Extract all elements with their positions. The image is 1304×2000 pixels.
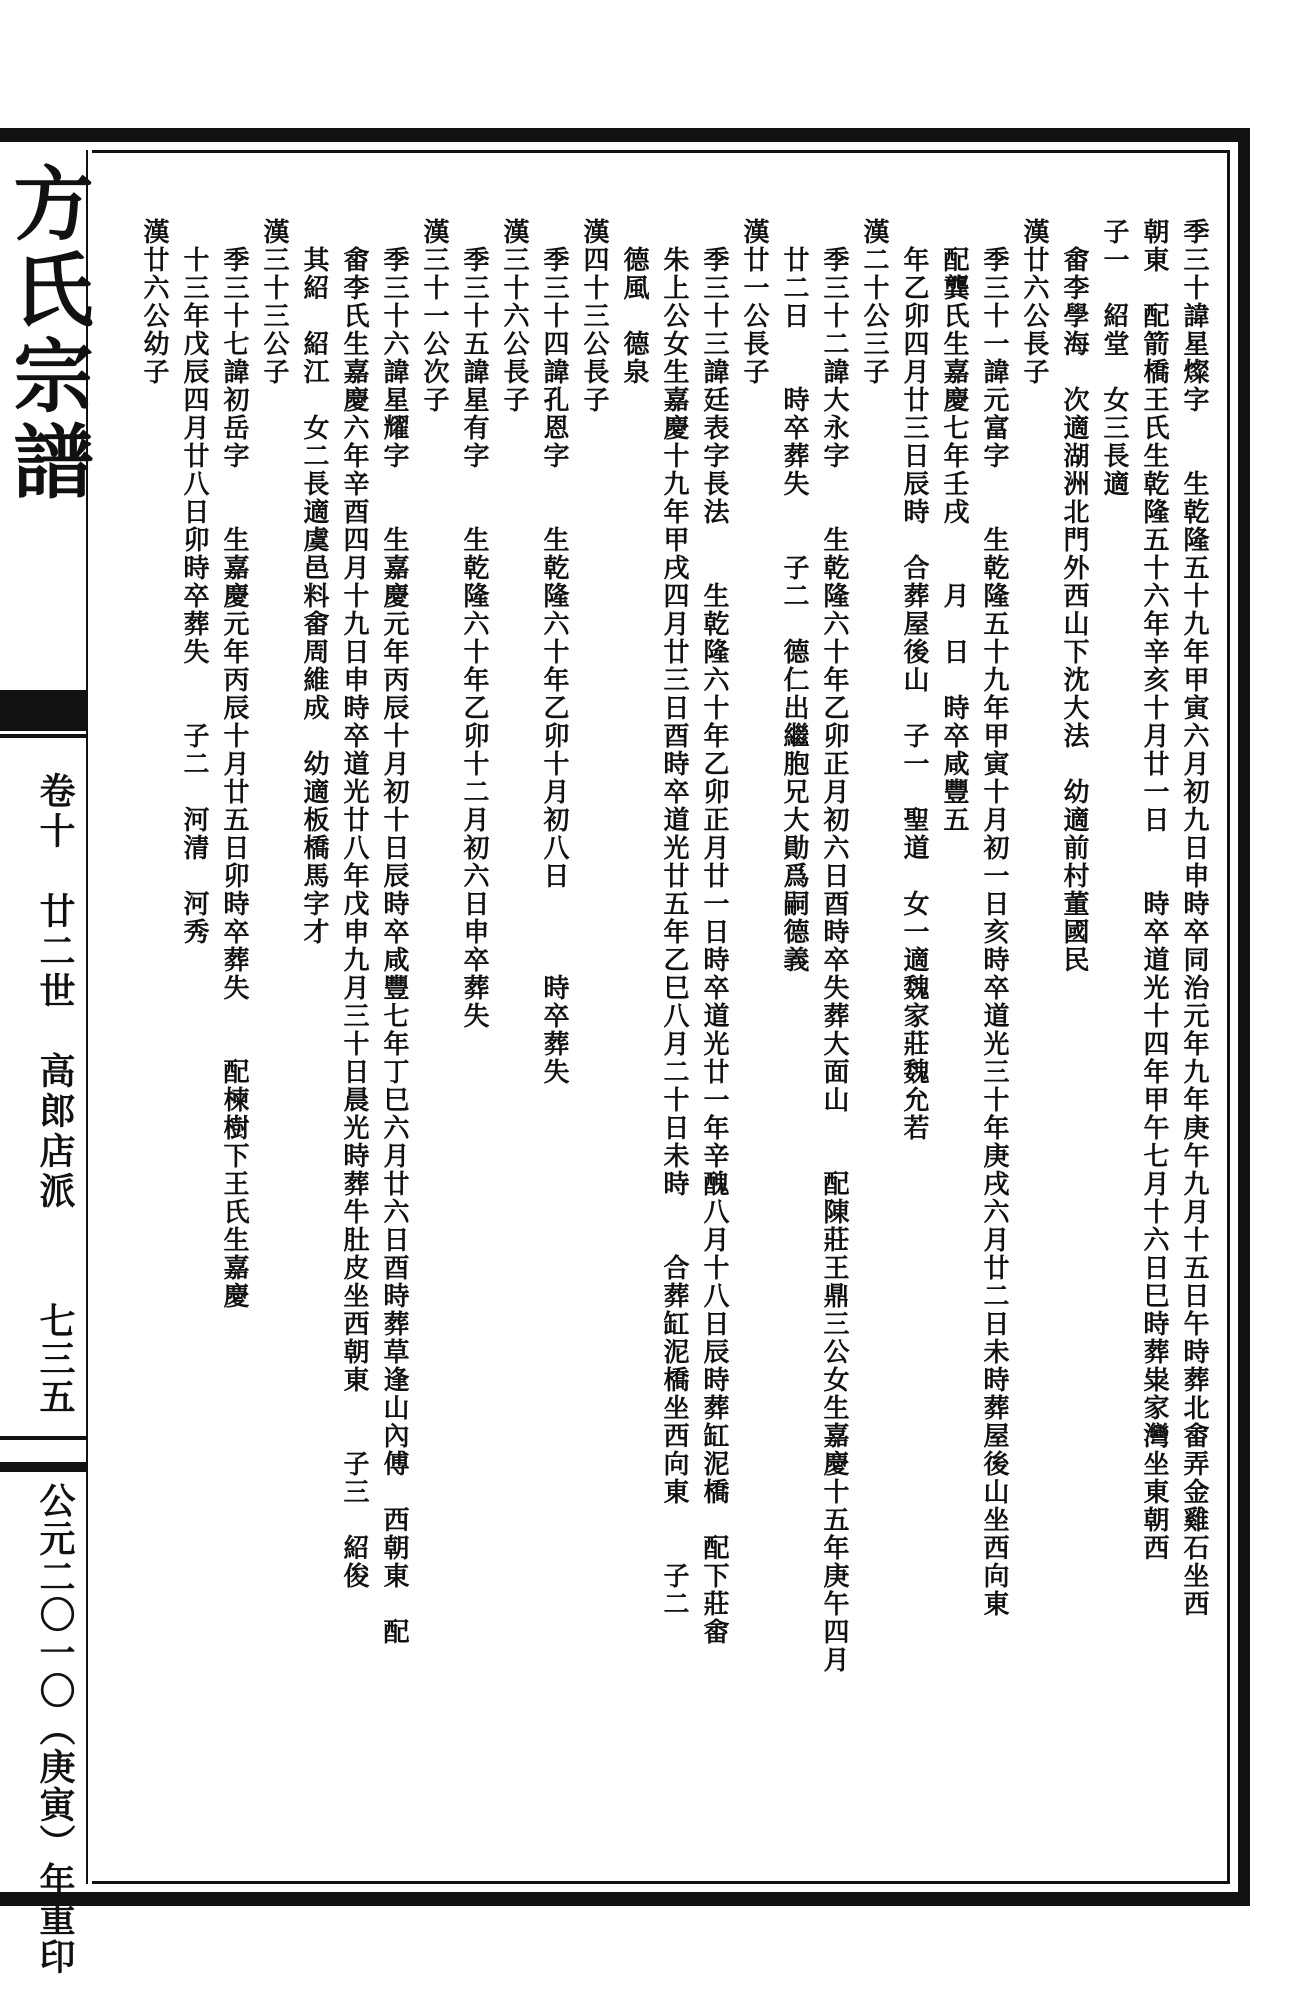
text-column: 畬李學海 次適湖洲北門外西山下沈大法 幼適前村董國民 <box>1059 218 1089 974</box>
title-band <box>0 690 86 731</box>
text-column: 漢廿一公長子 <box>739 218 769 386</box>
text-column: 季三十諱星燦字 生乾隆五十九年甲寅六月初九日申時卒同治元年九年庚午九月十五日午時葬北畬弄金雞石坐西 <box>1179 218 1209 1618</box>
text-column: 季三十五諱星有字 生乾隆六十年乙卯十二月初六日申卒葬失 <box>459 218 489 1030</box>
text-column: 季三十六諱星耀字 生嘉慶元年丙辰十月初十日辰時卒咸豐七年丁巳六月廿六日酉時葬草逢山內傅 西朝東 配 <box>379 218 409 1646</box>
text-column: 年乙卯四月廿三日辰時 合葬屋後山 子一 聖道 女一適魏家莊魏允若 <box>899 218 929 1142</box>
text-column: 十三年戊辰四月廿八日卯時卒葬失 子二 河清 河秀 <box>179 218 209 946</box>
reprint-note: 公元二〇一〇（庚寅）年重印 <box>34 1482 76 1976</box>
text-column: 季三十七諱初岳字 生嘉慶元年丙辰十月廿五日卯時卒葬失 配楝樹下王氏生嘉慶 <box>219 218 249 1310</box>
genealogy-text <box>120 218 1210 1868</box>
text-column: 配龔氏生嘉慶七年壬戌 月 日 時卒咸豐五 <box>939 218 969 834</box>
text-column: 漢三十一公次子 <box>419 218 449 414</box>
text-column: 漢三十三公子 <box>259 218 289 386</box>
text-column: 其紹 紹江 女二長適虞邑料畬周維成 幼適板橋馬字才 <box>299 218 329 946</box>
text-column: 漢廿六公長子 <box>1019 218 1049 386</box>
page-margin <box>0 142 94 1976</box>
text-column: 漢廿六公幼子 <box>139 218 169 386</box>
volume-label: 卷十 廿二世 高郎店派 <box>34 772 76 1212</box>
text-column: 畬李氏生嘉慶六年辛酉四月十九日申時卒道光廿八年戊申九月三十日晨光時葬牛肚皮坐西朝東 子三 紹俊 <box>339 218 369 1590</box>
book-title: 方氏宗譜 <box>0 162 94 506</box>
text-column: 季三十一諱元富字 生乾隆五十九年甲寅十月初一日亥時卒道光三十年庚戌六月廿二日未時葬屋後山坐西向東 <box>979 218 1009 1618</box>
text-column: 漢四十三公長子 <box>579 218 609 414</box>
text-column: 德風 德泉 <box>619 218 649 386</box>
text-column: 季三十三諱廷表字長法 生乾隆六十年乙卯正月廿一日時卒道光廿一年辛醜八月十八日辰時葬缸泥橋 配下莊畬 <box>699 218 729 1646</box>
text-column: 朱上公女生嘉慶十九年甲戌四月廿三日酉時卒道光廿五年乙巳八月二十日未時 合葬缸泥橋坐西向東 子二 <box>659 218 689 1618</box>
text-column: 漢三十六公長子 <box>499 218 529 414</box>
text-column: 子一 紹堂 女三長適 <box>1099 218 1129 498</box>
text-column: 季三十四諱孔恩字 生乾隆六十年乙卯十月初八日 時卒葬失 <box>539 218 569 1086</box>
text-column: 漢二十公三子 <box>859 218 889 386</box>
text-column: 廿二日 時卒葬失 子二 德仁出繼胞兄大勛爲嗣德義 <box>779 218 809 974</box>
text-column: 季三十二諱大永字 生乾隆六十年乙卯正月初六日酉時卒失葬大面山 配陳莊王鼎三公女生嘉慶十五年庚午四月 <box>819 218 849 1674</box>
page-number: 七三五 <box>34 1302 76 1416</box>
text-column: 朝東 配箭橋王氏生乾隆五十六年辛亥十月廿一日 時卒道光十四年甲午七月十六日巳時葬粜家灣坐東朝西 <box>1139 218 1169 1562</box>
lower-band <box>0 1436 86 1472</box>
